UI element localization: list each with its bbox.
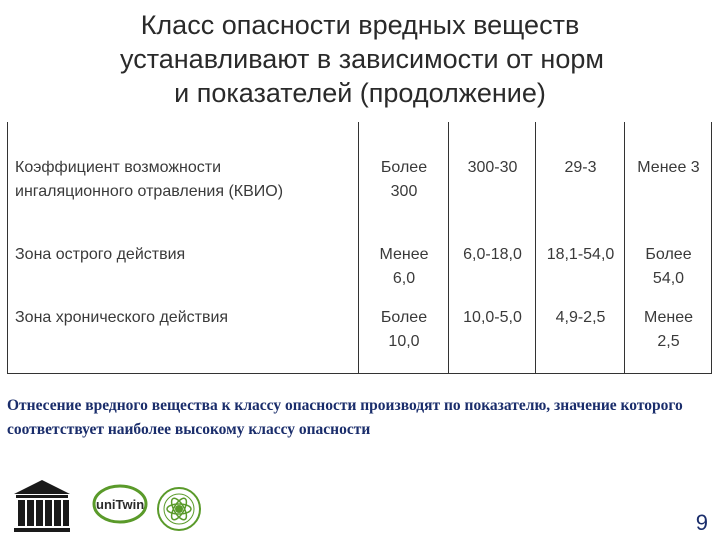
table-cell: 4,9-2,5 [555, 309, 606, 326]
table-row-label: Коэффициент возможности ингаляционного отравления (КВИО) [15, 159, 284, 200]
page-number: 9 [695, 510, 708, 535]
unitwin-logo: uniTwin [90, 480, 150, 532]
table-divider [358, 122, 359, 373]
table-cell: 6,0-18,0 [463, 246, 522, 263]
table-cell: 300-30 [467, 159, 518, 176]
slide-title [120, 8, 604, 110]
table-cell: 10,0-5,0 [463, 309, 522, 326]
university-emblem-icon [156, 486, 202, 532]
table-divider [448, 122, 449, 373]
table-cell: Более 54,0 [645, 246, 692, 287]
table-divider [624, 122, 625, 373]
table-divider [535, 122, 536, 373]
title-line-2: устанавливают в зависимости от норм [120, 44, 604, 74]
table-cell: Более 10,0 [380, 309, 428, 350]
table-cell: Менее 3 [637, 159, 700, 176]
title-line-1: Класс опасности вредных веществ [140, 10, 580, 40]
table-row-label: Зона острого действия [15, 246, 186, 263]
table-cell: Более 300 [380, 159, 428, 200]
table-cell: 29-3 [564, 159, 597, 176]
unesco-logo [12, 478, 72, 534]
table-cell: Менее 6,0 [379, 246, 429, 287]
table-cell: Менее 2,5 [643, 309, 694, 350]
table-cell: 18,1-54,0 [546, 246, 615, 263]
hazard-class-table [7, 122, 712, 374]
title-line-3: и показателей (продолжение) [174, 78, 546, 108]
table-row-label: Зона хронического действия [15, 309, 229, 326]
classification-note: Отнесение вредного вещества к классу опасности производят по показателю, значение которого соответствует наиболее высокому классу опасности [7, 397, 683, 438]
